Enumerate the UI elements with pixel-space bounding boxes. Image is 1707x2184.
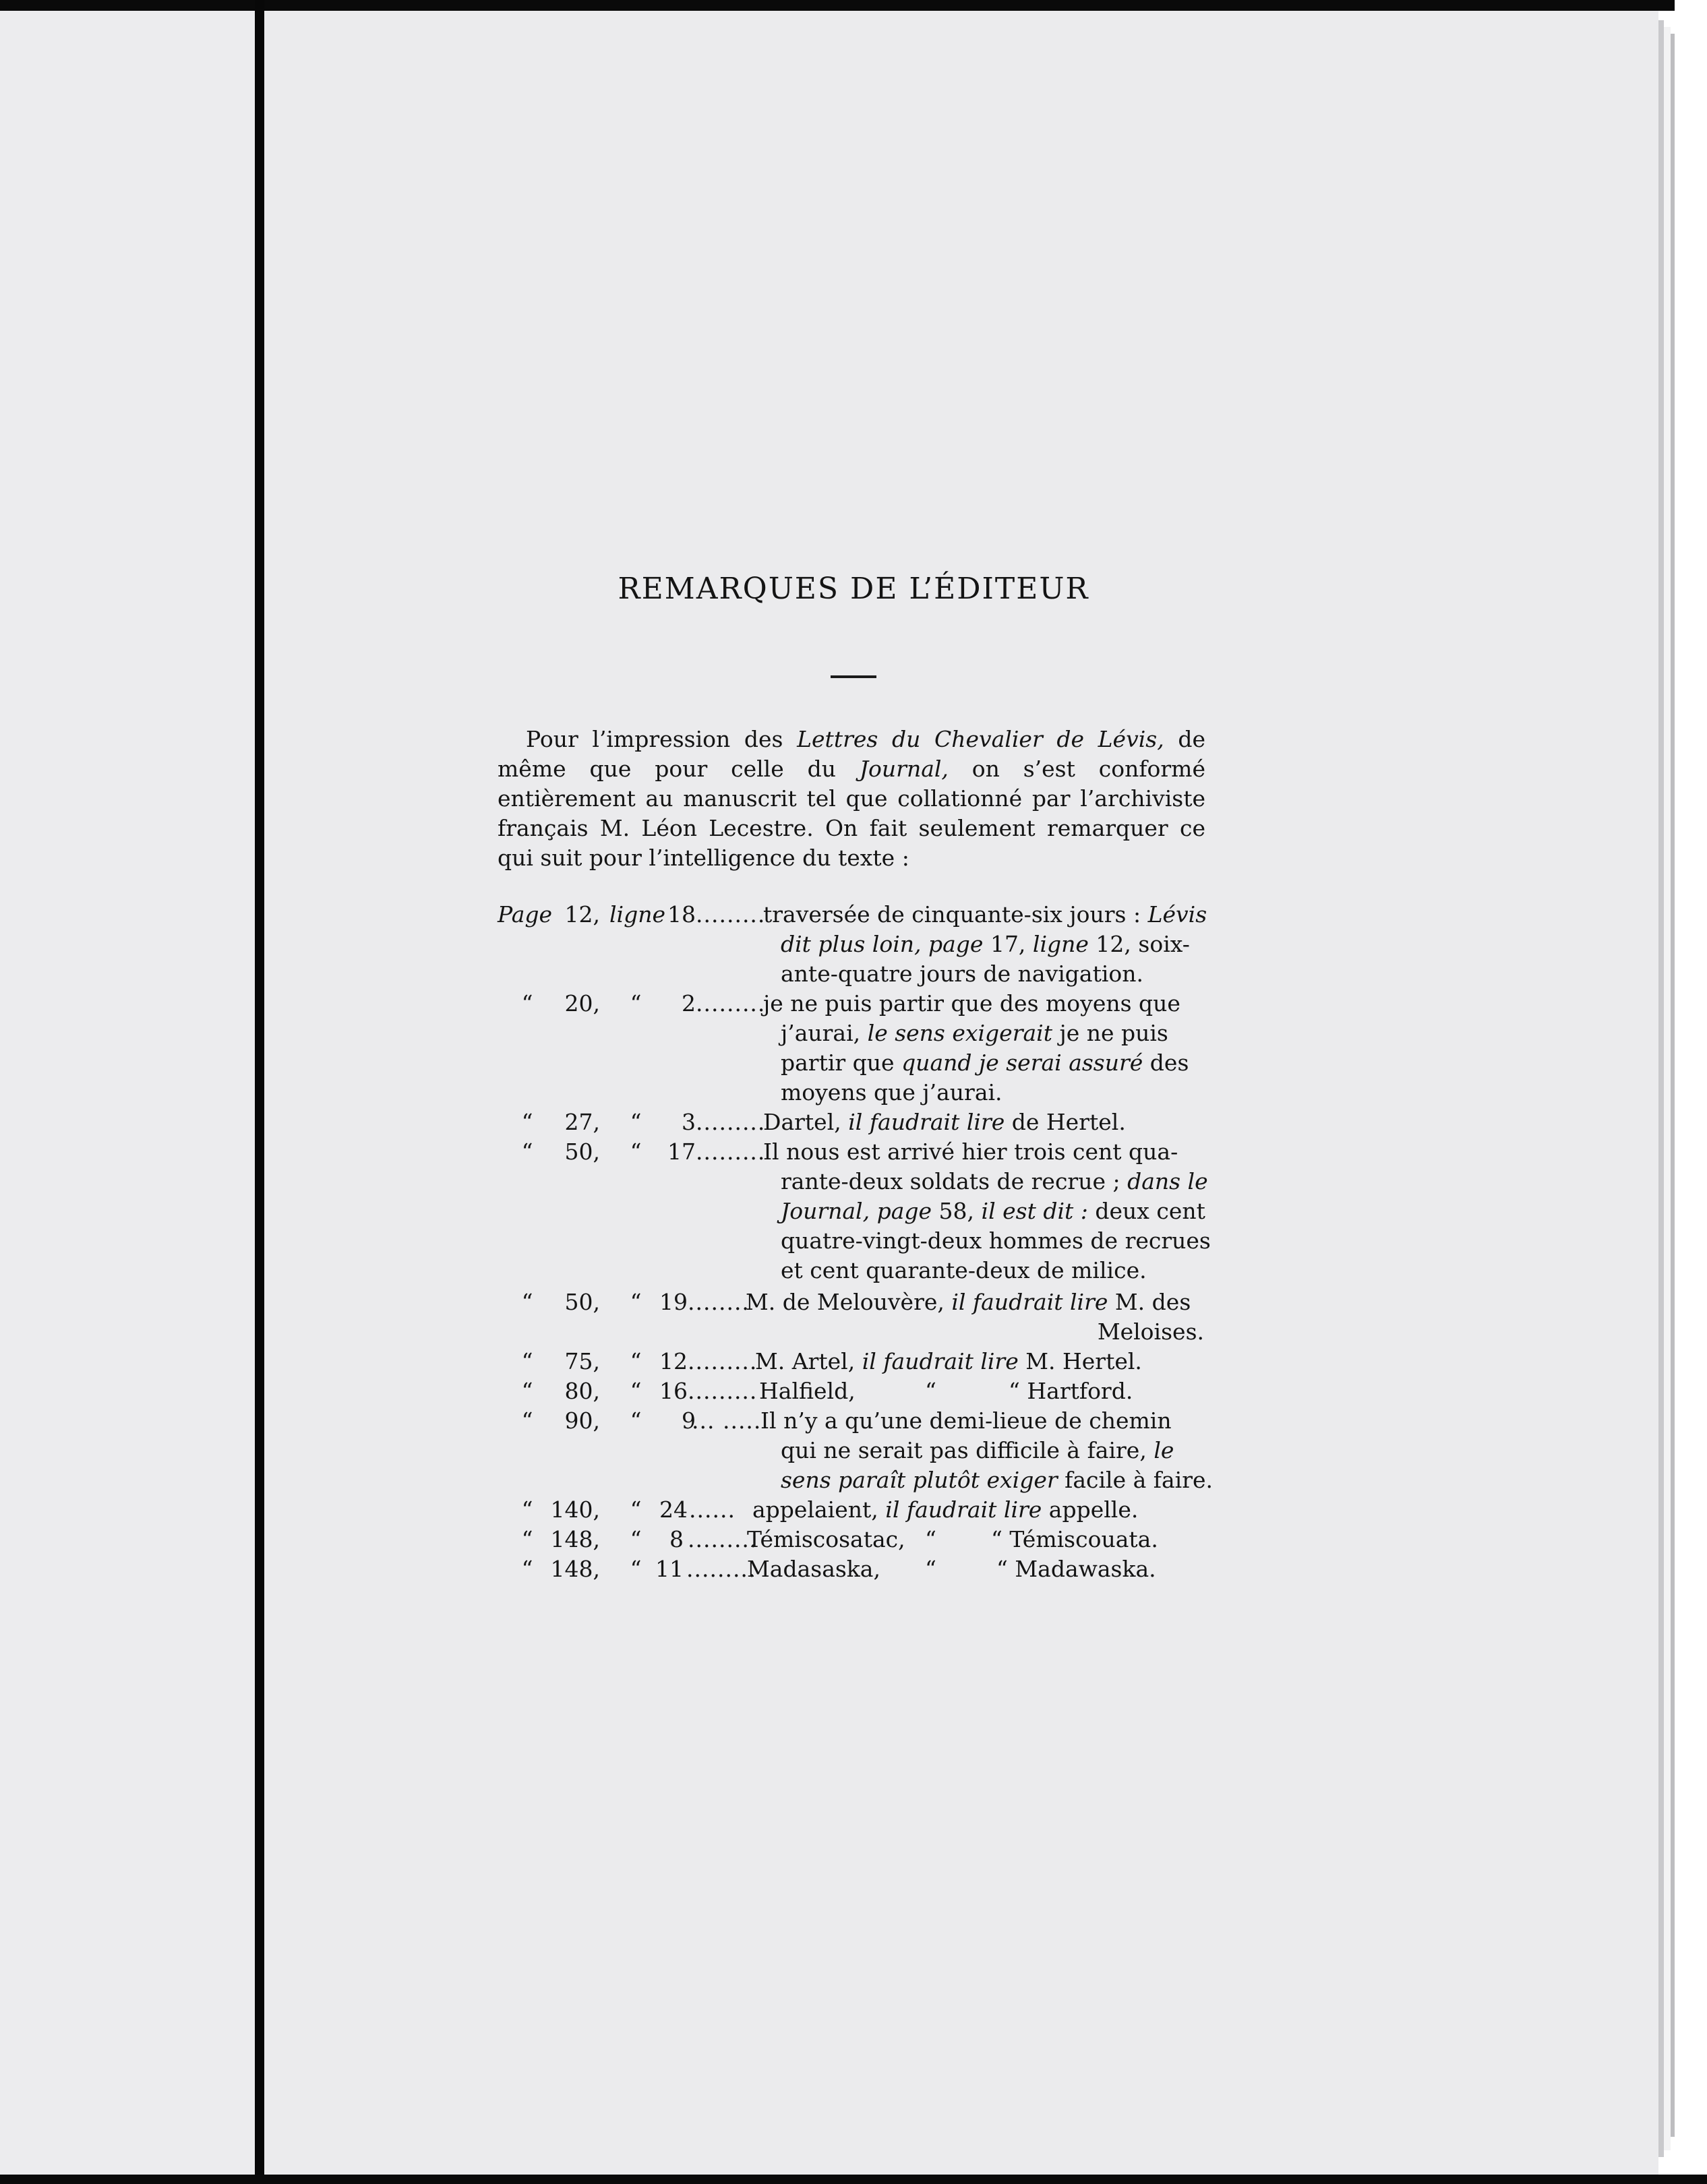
errata-text: traversée de cinquante-six jours : Lévis	[763, 901, 1207, 928]
leader-dots: .........	[686, 1556, 756, 1582]
errata-text: je ne puis partir que des moyens que	[763, 990, 1180, 1017]
ditto-mark: “	[630, 1407, 642, 1434]
page-number: 148,	[550, 1556, 600, 1582]
ditto-mark: “	[630, 1526, 642, 1552]
leader-dots: .........	[696, 1139, 766, 1165]
errata-text: M. de Melouvère, il faudrait lire M. des	[746, 1289, 1191, 1315]
ditto-mark: “	[630, 1348, 642, 1374]
line-number: 11	[655, 1556, 684, 1582]
leader-dots: .........	[688, 1348, 758, 1374]
errata-text: ante-quatre jours de navigation.	[781, 961, 1144, 987]
ditto-mark: “	[521, 990, 533, 1017]
ditto-mark: “	[630, 1139, 642, 1165]
intro-paragraph	[498, 725, 1205, 873]
title-rule	[831, 675, 876, 678]
page-title: REMARQUES DE L’ÉDITEUR	[618, 572, 1089, 606]
line-number: 17	[667, 1139, 696, 1165]
ditto-mark: “	[521, 1139, 533, 1165]
line-number: 8	[669, 1526, 684, 1552]
ditto-mark: “	[521, 1526, 533, 1552]
line-number: 2	[682, 990, 696, 1017]
leader-dots: .........	[696, 990, 766, 1017]
errata-text: Il nous est arrivé hier trois cent qua-	[763, 1139, 1178, 1165]
page-number: 12,	[564, 901, 600, 928]
ditto-mark: “	[521, 1556, 533, 1582]
errata-text: sens paraît plutôt exiger facile à faire.	[781, 1467, 1214, 1493]
line-number: 18	[667, 901, 696, 928]
line-number: 16	[659, 1378, 688, 1404]
page-number: 140,	[550, 1496, 600, 1523]
book-spine	[255, 0, 264, 2184]
page-edge	[1658, 20, 1664, 2157]
errata-text: partir que quand je serai assuré des	[781, 1050, 1189, 1076]
errata-text: et cent quarante-deux de milice.	[781, 1257, 1147, 1283]
line-number: 19	[659, 1289, 688, 1315]
intro-italic: Journal,	[859, 756, 949, 782]
ditto-mark: “	[630, 1289, 642, 1315]
errata-text: Il n’y a qu’une demi-lieue de chemin	[760, 1407, 1172, 1434]
leader-dots: .........	[688, 1526, 758, 1552]
line-label: ligne	[609, 901, 666, 928]
intro-italic: Lettres du Chevalier de Lévis,	[797, 726, 1164, 752]
line-number: 24	[659, 1496, 688, 1523]
page-number: 27,	[564, 1109, 600, 1135]
facing-page	[0, 11, 255, 2175]
ditto-mark: “	[630, 1556, 642, 1582]
intro-text: de même que pour celle du	[498, 726, 1205, 782]
page-number: 148,	[550, 1526, 600, 1552]
errata-text: j’aurai, le sens exigerait je ne puis	[781, 1020, 1168, 1046]
errata-text: qui ne serait pas difficile à faire, le	[781, 1437, 1174, 1463]
line-number: 9	[682, 1407, 696, 1434]
ditto-mark: “	[630, 1496, 642, 1523]
errata-text: Journal, page 58, il est dit : deux cent	[781, 1198, 1205, 1224]
page-number: 75,	[564, 1348, 600, 1374]
errata-text: rante-deux soldats de recrue ; dans le	[781, 1168, 1208, 1194]
ditto-mark: “	[521, 1348, 533, 1374]
ditto-mark: “	[521, 1109, 533, 1135]
page-number: 80,	[564, 1378, 600, 1404]
page-number: 90,	[564, 1407, 600, 1434]
page-edge	[1664, 27, 1671, 2150]
errata-text: Meloises.	[1097, 1318, 1204, 1345]
ditto-mark: “	[630, 990, 642, 1017]
line-number: 12	[659, 1348, 688, 1374]
leader-dots: .........	[696, 1109, 766, 1135]
ditto-mark: “	[521, 1407, 533, 1434]
errata-text: Dartel, il faudrait lire de Hertel.	[763, 1109, 1126, 1135]
errata-text: moyens que j’aurai.	[781, 1079, 1002, 1105]
ditto-mark: “	[630, 1109, 642, 1135]
intro-text: on s’est conformé entièrement au manuscrit tel que collationné par l’archiviste français M. Léon Lecestre. On fait seulement remarquer ce qui suit pour l’intelligence du texte :	[498, 756, 1205, 871]
ditto-mark: “	[630, 1378, 642, 1404]
ditto-mark: “	[521, 1289, 533, 1315]
page-label: Page	[498, 901, 553, 928]
line-number: 3	[682, 1109, 696, 1135]
page-number: 50,	[564, 1289, 600, 1315]
ditto-mark: “	[521, 1496, 533, 1523]
leader-dots: ... .....	[692, 1407, 762, 1434]
errata-text: M. Artel, il faudrait lire M. Hertel.	[755, 1348, 1142, 1374]
leader-dots: .........	[688, 1378, 758, 1404]
leader-dots: ......	[689, 1496, 736, 1523]
scan-border-bottom	[0, 2175, 1707, 2184]
ditto-mark: “	[521, 1378, 533, 1404]
errata-text: quatre-vingt-deux hommes de recrues	[781, 1227, 1211, 1254]
errata-text: appelaient, il faudrait lire appelle.	[752, 1496, 1139, 1523]
leader-dots: ........	[688, 1289, 750, 1315]
intro-text: Pour l’impression des	[526, 726, 798, 752]
page-number: 50,	[564, 1139, 600, 1165]
leader-dots: .........	[696, 901, 766, 928]
scan-margin-right	[1675, 0, 1707, 2184]
errata-text: dit plus loin, page 17, ligne 12, soix-	[781, 931, 1190, 957]
page-number: 20,	[564, 990, 600, 1017]
